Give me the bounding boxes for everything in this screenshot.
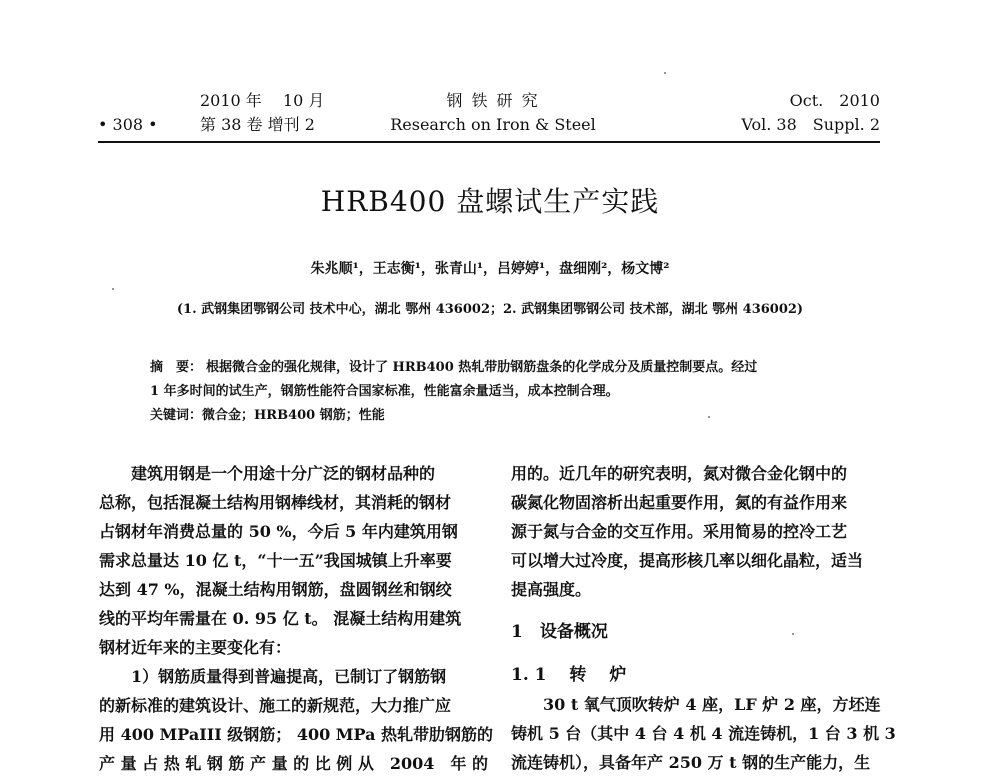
section-heading-1: 1 设备概况 — [511, 622, 608, 642]
body-line: 建筑用钢是一个用途十分广泛的钢材品种的 — [131, 464, 436, 483]
body-line: 铸机 5 台（其中 4 台 4 机 4 流连铸机，1 台 3 机 3 — [511, 724, 896, 743]
header-date-cn: 2010 年 10 月 — [200, 91, 325, 110]
article-title: HRB400 盘螺试生产实践 — [320, 185, 660, 218]
scan-speck — [112, 288, 114, 290]
body-line: 占钢材年消费总量的 50 %，今后 5 年内建筑用钢 — [99, 522, 458, 541]
body-line: 流连铸机），具备年产 250 万 t 钢的生产能力，生 — [511, 753, 871, 772]
header-rule — [98, 141, 880, 143]
body-line: 需求总量达 10 亿 t，“十一五”我国城镇上升率要 — [99, 551, 452, 570]
header-date-en: Oct. 2010 — [789, 91, 880, 110]
affiliations: (1. 武钢集团鄂钢公司 技术中心，湖北 鄂州 436002；2. 武钢集团鄂钢公司 技术部，湖北 鄂州 436002) — [176, 302, 804, 317]
keywords-label: 关键词： — [150, 408, 203, 423]
body-line: 1）钢筋质量得到普遍提高，已制订了钢筋钢 — [131, 667, 447, 686]
body-line: 达到 47 %，混凝土结构用钢筋，盘圆钢丝和钢绞 — [99, 580, 452, 599]
body-line: 产 量 占 热 轧 钢 筋 产 量 的 比 例 从 2004 年 的 — [99, 754, 488, 773]
body-line: 用 400 MPaIII 级钢筋； 400 MPa 热轧带肋钢筋的 — [99, 725, 494, 744]
body-line: 线的平均年需量在 0. 95 亿 t。 混凝土结构用建筑 — [99, 609, 462, 628]
body-line: 提高强度。 — [511, 580, 592, 599]
journal-name-en: Research on Iron & Steel — [390, 115, 596, 134]
scan-speck — [664, 72, 666, 74]
keywords-line — [150, 404, 850, 428]
page-number: • 308 • — [98, 115, 158, 134]
author-list: 朱兆顺¹，王志衡¹，张青山¹，吕婷婷¹，盘细刚²，杨文博² — [310, 261, 670, 277]
body-left-column — [99, 459, 494, 778]
body-line: 可以增大过冷度，提高形核几率以细化晶粒，适当 — [511, 551, 864, 570]
body-line: 30 t 氧气顶吹转炉 4 座，LF 炉 2 座，方坯连 — [543, 695, 881, 714]
header-volume-cn: 第 38 卷 增刊 2 — [200, 115, 315, 134]
abstract-text-1: 根据微合金的强化规律，设计了 HRB400 热轧带肋钢筋盘条的化学成分及质量控制要点。经过 — [206, 360, 758, 375]
body-line: 钢材近年来的主要变化有： — [99, 638, 292, 657]
abstract-text-2: 1 年多时间的试生产，钢筋性能符合国家标准，性能富余量适当，成本控制合理。 — [150, 384, 619, 399]
body-line: 用的。近几年的研究表明，氮对微合金化钢中的 — [511, 464, 848, 483]
header-volume-en: Vol. 38 Suppl. 2 — [741, 115, 880, 134]
body-line: 源于氮与合金的交互作用。采用简易的控冷工艺 — [511, 522, 848, 541]
section-heading-1-1: 1. 1 转 炉 — [511, 665, 627, 685]
journal-name-cn: 钢 铁 研 究 — [446, 91, 540, 110]
abstract-label: 摘 要： — [150, 360, 203, 375]
abstract-block — [150, 356, 850, 428]
keywords-text: 微合金；HRB400 钢筋；性能 — [202, 408, 385, 423]
body-line: 碳氮化物固溶析出起重要作用，氮的有益作用来 — [511, 493, 848, 512]
abstract-line-1 — [150, 356, 850, 380]
body-line: 的新标准的建筑设计、施工的新规范，大力推广应 — [99, 696, 452, 715]
body-right-column — [511, 459, 896, 777]
body-line: 总称，包括混凝土结构用钢棒线材，其消耗的钢材 — [99, 493, 452, 512]
